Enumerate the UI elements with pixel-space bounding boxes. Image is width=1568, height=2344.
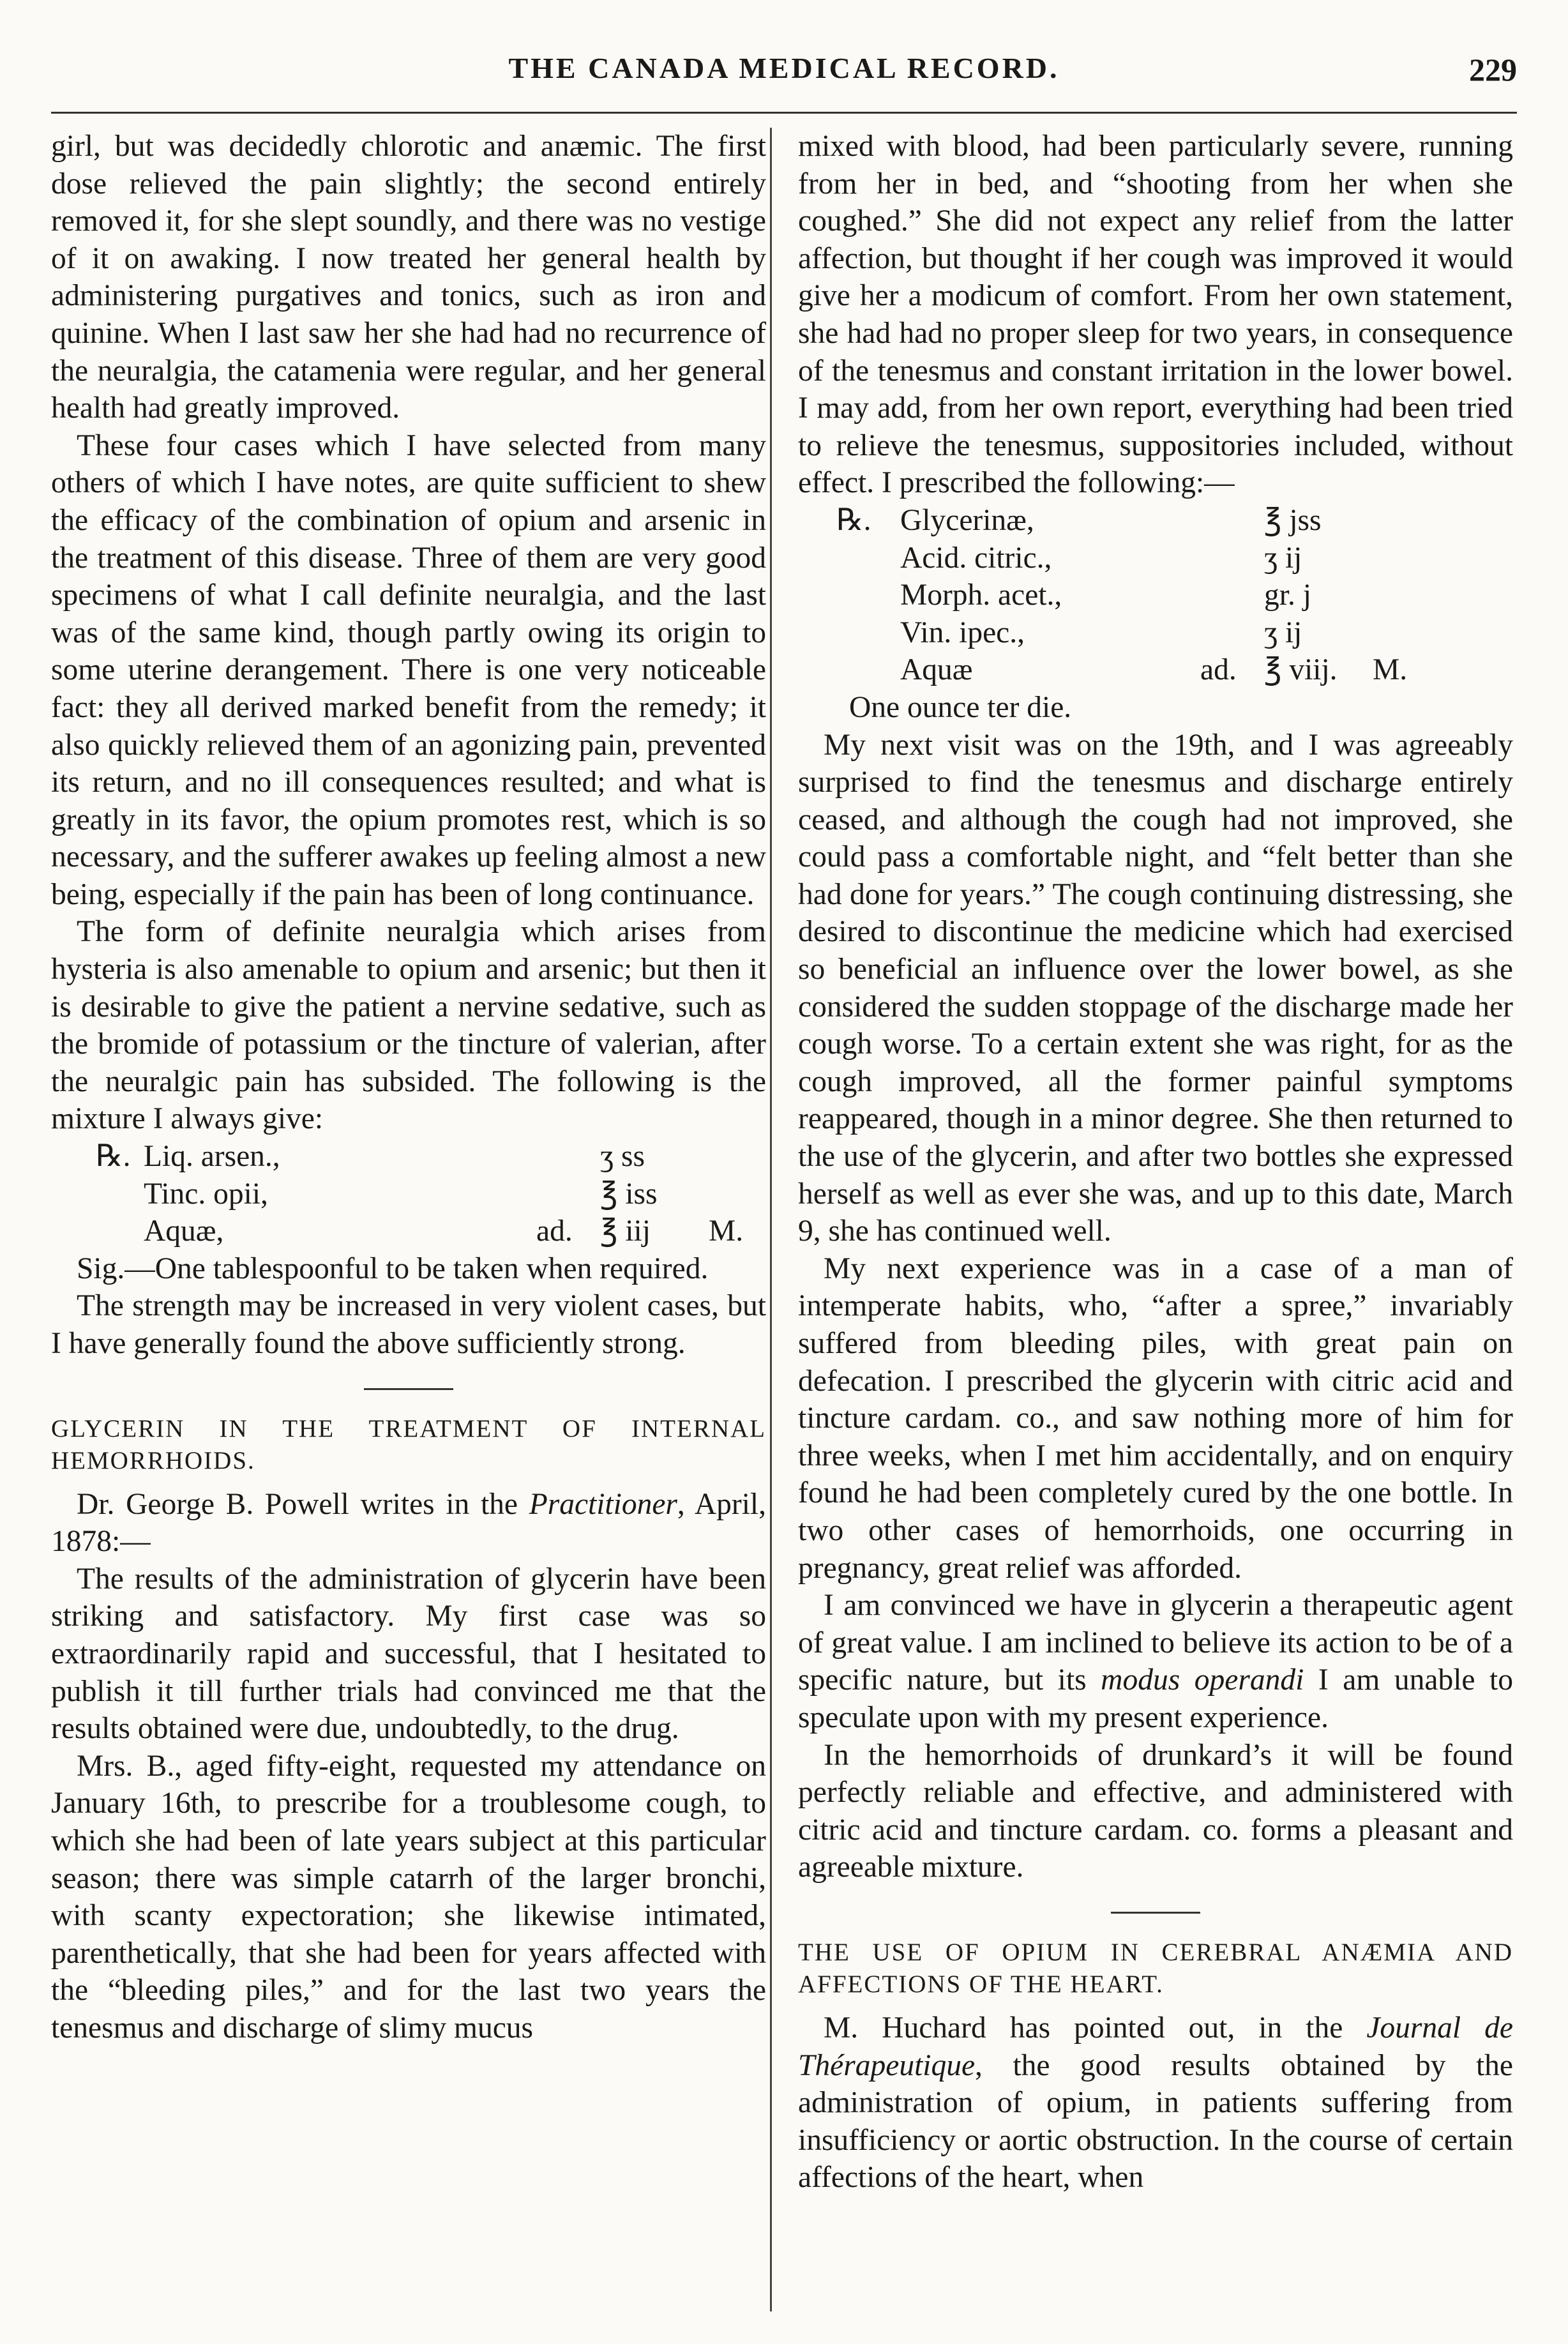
section-title: THE USE OF OPIUM IN CEREBRAL ANÆMIA AND AFFECTIONS OF THE HEART.	[798, 1938, 1513, 1998]
rx-mix: M.	[1373, 653, 1408, 687]
rx-item: Vin. ipec.,	[900, 616, 1025, 649]
prescription	[798, 502, 1513, 727]
recipe-symbol: ℞.	[96, 1140, 131, 1174]
paragraph: mixed with blood, had been particularly severe, running from her in bed, and “shooting from her when she coughed.” She did not expect any relief from the latter affection, but thought if her cough was improved it would give her a modicum of comfort. From her own statement, she had had no proper sleep for two years, in consequence of the tenesmus and constant irritation in the lower bowel. I may add, from her own report, everything had been tried to relieve the tenesmus, suppositories included, without effect. I prescribed the following:—	[798, 130, 1513, 500]
rx-sig: One ounce ter die.	[849, 690, 1072, 724]
text-run: I am unable to speculate upon with my present experience.	[798, 1663, 1513, 1734]
prescription-row	[798, 540, 1513, 577]
paragraph: My next visit was on the 19th, and I was agreeably surprised to find the tenesmus and discharge entirely ceased, and although the cough had not improved, she could pass a comfortable night, and “felt better than she had done for years.” The cough continuing distressing, she desired to discontinue the medicine which had exercised so beneficial an influence over the lower bowel, as she considered the sudden stoppage of the discharge made her cough worse. To a certain extent she was right, for as the cough improved, all the former painful symptoms reappeared, though in a minor degree. She then returned to the use of the glycerin, and after two bottles she expressed herself as well as ever she was, and up to this date, March 9, she has continued well.	[798, 728, 1513, 1248]
prescription-row	[798, 614, 1513, 652]
text-run: Dr. George B. Powell writes in the	[77, 1487, 529, 1521]
rx-item: Aquæ	[900, 653, 973, 687]
journal-name: Practitioner	[529, 1487, 677, 1521]
rx-item: Morph. acet.,	[900, 578, 1062, 612]
paragraph: girl, but was decidedly chlorotic and anæmic. The first dose relieved the pain slightly; the second entirely removed it, for she slept soundly, and there was no vestige of it on awaking. I now treated her general health by administering purgatives and tonics, such as iron and quinine. When I last saw her she had had no recurrence of the neuralgia, the catamenia were regular, and her general health had greatly improved.	[51, 130, 766, 425]
rx-dose: ℥ iij	[600, 1214, 651, 1248]
section-title: GLYCERIN IN THE TREATMENT OF INTERNAL HEMORRHOIDS.	[51, 1414, 766, 1474]
latin-phrase: modus operandi	[1101, 1663, 1304, 1697]
journal-title: THE CANADA MEDICAL RECORD.	[508, 52, 1060, 84]
prescription-row	[51, 1213, 766, 1250]
rx-dose: ℥ viij.	[1264, 653, 1338, 687]
paragraph: Mrs. B., aged fifty-eight, requested my attendance on January 16th, to prescribe for a troublesome cough, to which she had been of late years subject at this particular season; there was simple catarrh of the larger bronchi, with scanty expectoration; she likewise intimated, parenthetically, that she had been for years affected with the “bleeding piles,” and for the last two years the tenesmus and discharge of slimy mucus	[51, 1749, 766, 2045]
paragraph: The strength may be increased in very violent cases, but I have generally found the above sufficiently strong.	[51, 1289, 766, 1360]
rx-item: Liq. arsen.,	[144, 1140, 280, 1174]
paragraph: Sig.—One tablespoonful to be taken when required.	[77, 1251, 709, 1285]
rx-mix: M.	[709, 1214, 744, 1248]
rx-item: Glycerinæ,	[900, 503, 1034, 537]
rx-ad: ad.	[536, 1214, 573, 1248]
rx-item: Acid. citric.,	[900, 541, 1052, 575]
column-divider	[770, 128, 772, 2311]
recipe-symbol: ℞.	[836, 503, 871, 537]
paragraph	[51, 1486, 766, 1561]
paragraph: My next experience was in a case of a man of intemperate habits, who, “after a spree,” invariably suffered from bleeding piles, with great pain on defecation. I prescribed the glycerin with citric acid and tincture cardam. co., and saw nothing more of him for three weeks, when I met him accidentally, and on enquiry found he had been completely cured by the one bottle. In two other cases of hemorrhoids, one occurring in pregnancy, great relief was afforded.	[798, 1251, 1513, 1585]
text-run: , the good results obtained by the administration of opium, in patients suffering from insufficiency or aortic obstruction. In the course of certain affections of the heart, when	[798, 2048, 1513, 2195]
prescription-row	[798, 651, 1513, 689]
paragraph: The results of the administration of glycerin have been striking and satisfactory. My first case was so extraordinarily rapid and successful, that I hesitated to publish it till further trials had convinced me that the results obtained were due, undoubtedly, to the drug.	[51, 1562, 766, 1746]
prescription-row	[798, 689, 1513, 727]
journal-name: Journal de Thérapeutique	[798, 2011, 1513, 2082]
text-run: M. Huchard has pointed out, in the	[824, 2011, 1367, 2045]
paragraph	[798, 1587, 1513, 1736]
paragraph	[798, 2009, 1513, 2197]
rx-item: Tinc. opii,	[144, 1177, 268, 1211]
running-header	[0, 51, 1568, 102]
paragraph: These four cases which I have selected from many others of which I have notes, are quite sufficient to shew the efficacy of the combination of opium and arsenic in the treatment of this disease. Three of them are very good specimens of what I call definite neuralgia, and the last was of the same kind, though partly owing its origin to some uterine derangement. There is one very noticeable fact: they all derived marked benefit from the remedy; it also quickly relieved them of an agonizing pain, prevented its return, and no ill consequences resulted; and what is greatly in its favor, the opium promotes rest, which is so necessary, and the sufferer awakes up feeling almost a new being, especially if the pain has been of long continuance.	[51, 428, 766, 911]
rx-dose: ℥ iss	[600, 1177, 658, 1211]
left-column	[51, 128, 766, 2047]
rx-dose: ʒ ss	[600, 1140, 645, 1174]
text-run: , April, 1878:—	[51, 1487, 766, 1559]
prescription-row	[51, 1176, 766, 1213]
text-run: I am convinced we have in glycerin a therapeutic agent of great value. I am inclined to believe its action to be of a specific nature, but its	[798, 1589, 1513, 1697]
prescription-row	[798, 502, 1513, 540]
rx-dose: ℥ jss	[1264, 503, 1322, 537]
rx-dose: ʒ ij	[1264, 541, 1302, 575]
prescription-row	[798, 577, 1513, 614]
page-number: 229	[1469, 52, 1517, 87]
paragraph: In the hemorrhoids of drunkard’s it will be found perfectly reliable and effective, and administered with citric acid and tincture cardam. co. forms a pleasant and agreeable mixture.	[798, 1738, 1513, 1884]
prescription	[51, 1138, 766, 1250]
paragraph: The form of definite neuralgia which arises from hysteria is also amenable to opium and arsenic; but then it is desirable to give the patient a nervine sedative, such as the bromide of potassium or the tincture of valerian, after the neuralgic pain has subsided. The following is the mixture I always give:	[51, 915, 766, 1136]
right-column	[798, 128, 1513, 2197]
rx-ad: ad.	[1200, 653, 1237, 687]
rx-dose: gr. j	[1264, 578, 1311, 612]
prescription-row	[51, 1138, 766, 1176]
rx-dose: ʒ ij	[1264, 616, 1302, 649]
rx-item: Aquæ,	[144, 1214, 224, 1248]
header-rule	[51, 112, 1517, 114]
